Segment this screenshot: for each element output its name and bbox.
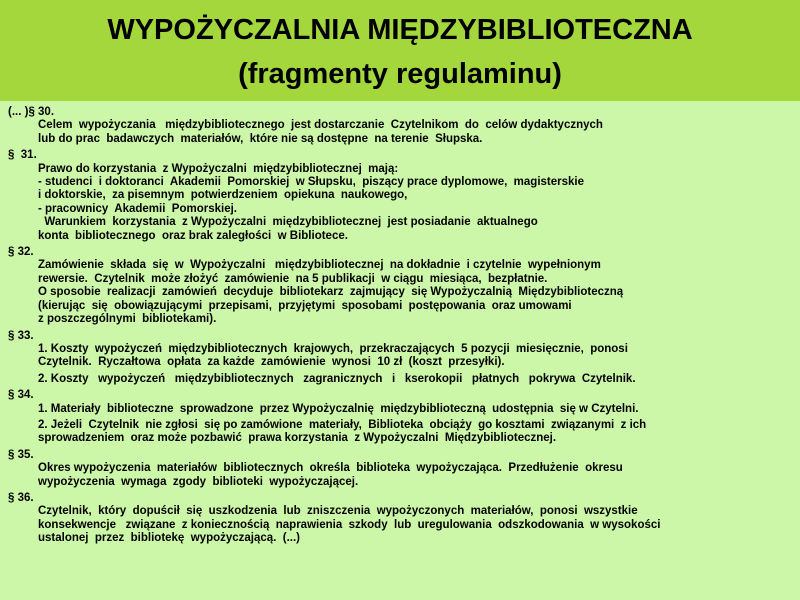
regulation-section <box>8 492 794 546</box>
regulation-section <box>8 246 794 326</box>
slide-subtitle: (fragmenty regulaminu) <box>238 58 562 90</box>
section-line: 2. Jeżeli Czytelnik nie zgłosi się po zamówione materiały, Biblioteka obciąży go kosztami związanymi z ich <box>38 418 647 431</box>
section-line: sprowadzeniem oraz może pozbawić prawa korzystania z Wypożyczalni Międzybibliotecznej. <box>38 432 557 445</box>
section-line: rewersie. Czytelnik może złożyć zamówienie na 5 publikacji w ciągu miesiąca, bezpłatnie. <box>38 272 548 285</box>
section-line: konsekwencje związane z koniecznością naprawienia szkody lub uregulowania odszkodowania w wysokości <box>38 518 661 531</box>
slide-header <box>0 0 800 101</box>
section-line: (kierując się obowiązującymi przepisami, przyjętymi sposobami postępowania oraz umowami <box>38 299 572 312</box>
section-line: ustalonej przez bibliotekę wypożyczającą. (...) <box>38 532 301 545</box>
section-heading: § 35. <box>8 448 34 461</box>
section-line: Zamówienie składa się w Wypożyczalni międzybibliotecznej na dokładnie i czytelnie wypełnionym <box>38 259 601 272</box>
section-heading: § 34. <box>8 389 34 402</box>
section-heading: § 31. <box>8 149 37 162</box>
section-heading: § 36. <box>8 491 34 504</box>
section-line: - pracownicy Akademii Pomorskiej. <box>38 202 237 215</box>
section-line: Warunkiem korzystania z Wypożyczalni międzybibliotecznej jest posiadanie aktualnego <box>38 216 538 229</box>
regulation-section <box>8 149 794 243</box>
section-line: O sposobie realizacji zamówień decyduje bibliotekarz zajmujący się Wypożyczalnią Międzybiblioteczną <box>38 286 624 299</box>
slide-title: WYPOŻYCZALNIA MIĘDZYBIBLIOTECZNA <box>107 14 693 46</box>
section-line: lub do prac badawczych materiałów, które nie są dostępne na terenie Słupska. <box>38 132 483 145</box>
regulation-section <box>8 106 794 146</box>
section-line: konta bibliotecznego oraz brak zaległości w Bibliotece. <box>38 229 348 242</box>
section-heading: § 32. <box>8 246 34 259</box>
section-line: 2. Koszty wypożyczeń międzybibliotecznych zagranicznych i kserokopii płatnych pokrywa Czytelnik. <box>38 372 636 385</box>
regulation-section <box>8 449 794 489</box>
regulation-section <box>8 389 794 446</box>
section-heading: (... )§ 30. <box>8 106 55 118</box>
section-line: z poszczególnymi bibliotekami). <box>38 313 217 326</box>
regulation-section <box>8 330 794 387</box>
section-line: Czytelnik. Ryczałtowa opłata za każde zamówienie wynosi 10 zł (koszt przesyłki). <box>38 356 505 369</box>
section-line: 1. Koszty wypożyczeń międzybibliotecznych krajowych, przekraczających 5 pozycji miesięcznie, ponosi <box>38 342 628 355</box>
section-heading: § 33. <box>8 329 34 342</box>
section-line: Celem wypożyczania międzybibliotecznego jest dostarczanie Czytelnikom do celów dydaktycznych <box>38 119 603 132</box>
section-line: Prawo do korzystania z Wypożyczalni międzybibliotecznej mają: <box>38 162 399 175</box>
section-line: Czytelnik, który dopuścił się uszkodzenia lub zniszczenia wypożyczonych materiałów, ponosi wszystkie <box>38 505 638 518</box>
section-line: 1. Materiały biblioteczne sprowadzone przez Wypożyczalnię międzybiblioteczną udostępnia się w Czytelni. <box>38 402 639 415</box>
section-line: Okres wypożyczenia materiałów bibliotecznych określa biblioteka wypożyczająca. Przedłużenie okresu <box>38 462 623 475</box>
section-line: i doktorskie, za pisemnym potwierdzeniem opiekuna naukowego, <box>38 189 408 202</box>
section-line: wypożyczenia wymaga zgody biblioteki wypożyczającej. <box>38 475 359 488</box>
section-line: - studenci i doktoranci Akademii Pomorskiej w Słupsku, piszący prace dyplomowe, magisterskie <box>38 176 584 189</box>
regulation-text <box>8 106 794 549</box>
